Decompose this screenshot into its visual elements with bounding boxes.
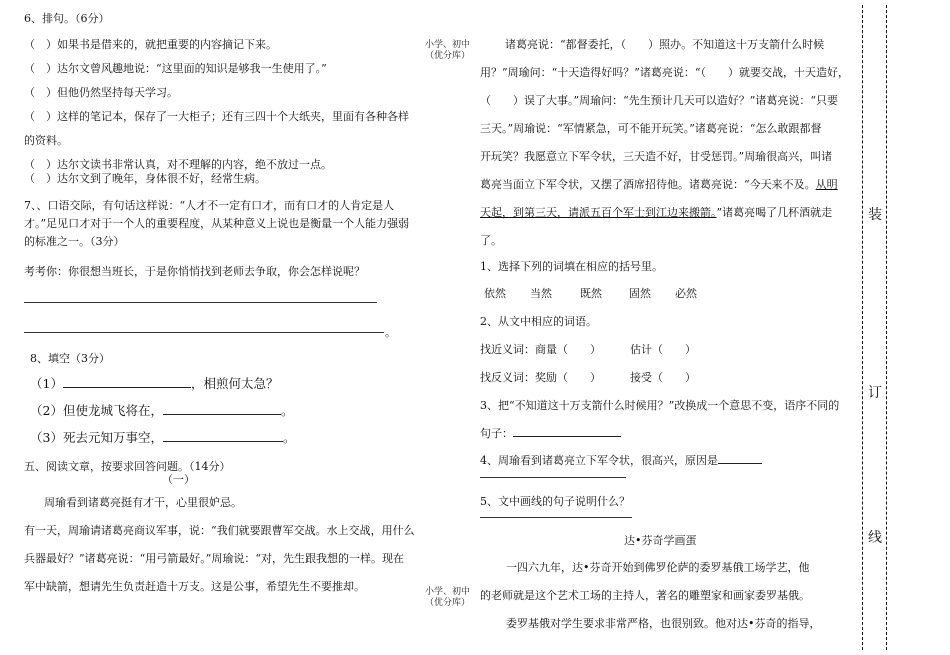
q6-item-1: （ ）如果书是借来的，就把重要的内容摘记下来。 bbox=[24, 38, 277, 51]
q8-item-2-prefix: （2）但使龙城飞将在， bbox=[30, 403, 163, 418]
q8-blank-1[interactable] bbox=[63, 377, 191, 388]
q8-item-1-suffix: ，相煎何太急？ bbox=[190, 376, 279, 391]
story-line-3: 委罗基俄对学生要求非常严格，也很别致。他对达•芬奇的指导， bbox=[506, 617, 821, 630]
q8-item-1-prefix: （1） bbox=[30, 376, 63, 391]
margin-note-bottom-line-2: （优分库） bbox=[425, 598, 471, 608]
q6-item-4: （ ）这样的笔记本，保存了一大柜子；还有三四十个大纸夹，里面有各种各样 bbox=[24, 110, 409, 123]
rq4-text: 4、周瑜看到诸葛亮立下军令状，很高兴，原因是 bbox=[480, 454, 718, 467]
rq1: 1、选择下列的词填在相应的括号里。 bbox=[480, 260, 663, 273]
binding-dashed-line-left bbox=[862, 5, 863, 650]
q8-item-2-suffix: 。 bbox=[280, 403, 294, 418]
rq4 bbox=[480, 452, 762, 468]
margin-note-top bbox=[425, 40, 470, 62]
q7-answer-line-1[interactable] bbox=[24, 302, 377, 303]
story-title: 达•芬奇学画蛋 bbox=[624, 534, 697, 547]
q8-item-3-suffix: 。 bbox=[282, 430, 296, 445]
word-choice-4: 固然 bbox=[629, 287, 651, 300]
rq4-blank[interactable] bbox=[718, 453, 762, 464]
synonym-row-1: 找近义词：商量（ ） bbox=[480, 343, 601, 356]
synonym-row-2: 估计（ ） bbox=[630, 343, 696, 356]
passage-right-line-2: 用？”周瑜问：“十天造得好吗？”诸葛亮说：“（ ）就要交战，十天造好， bbox=[480, 66, 849, 79]
passage-right-line-4: 三天。”周瑜说：“军情紧急，可不能开玩笑。”诸葛亮说：“怎么敢跟都督 bbox=[480, 122, 822, 135]
q8-item-3-prefix: （3）死去元知万事空， bbox=[30, 430, 163, 445]
passage-left-line-1: 周瑜看到诸葛亮挺有才干，心里很妒忌。 bbox=[44, 496, 242, 509]
passage-right-line-5: 开玩笑？我愿意立下军令状，三天造不好，甘受惩罚。”周瑜很高兴，叫诸 bbox=[480, 150, 833, 163]
passage-left-line-4: 军中缺箭，想请先生负责赶造十万支。这是公事，希望先生不要推却。 bbox=[24, 580, 365, 593]
section-5-title: 五、阅读文章，按要求回答问题。（14分） bbox=[24, 460, 231, 473]
passage-right-line-7 bbox=[480, 204, 832, 220]
q8-item-1 bbox=[30, 374, 278, 392]
word-choice-5: 必然 bbox=[675, 287, 697, 300]
underlined-sentence: 天起，到第三天，请派五百个军士到江边来搬箭。 bbox=[480, 206, 717, 219]
word-choice-2: 当然 bbox=[530, 287, 552, 300]
margin-note-bottom bbox=[425, 587, 470, 609]
binding-char-zhuang: 装 bbox=[868, 207, 882, 223]
binding-char-xian: 线 bbox=[868, 530, 882, 546]
q8-item-2 bbox=[30, 401, 293, 419]
underlined-sentence-start: 从明 bbox=[815, 178, 838, 191]
margin-note-top-line-2: （优分库） bbox=[425, 51, 471, 61]
rq4-answer-line[interactable] bbox=[480, 477, 626, 478]
binding-char-ding: 订 bbox=[868, 385, 882, 401]
section-5-subtitle: （一） bbox=[162, 473, 195, 486]
passage-right-line-6 bbox=[480, 176, 838, 192]
passage-right-line-1: 诸葛亮说：“都督委托，（ ）照办。不知道这十万支箭什么时候 bbox=[505, 38, 825, 51]
passage-left-line-2: 有一天，周瑜请诸葛亮商议军事，说：“我们就要跟曹军交战。水上交战，用什么 bbox=[24, 524, 415, 537]
q6-title: 6、排句。（6分） bbox=[24, 12, 110, 25]
antonym-row-1: 找反义词：奖励（ ） bbox=[480, 371, 601, 384]
binding-dashed-line-right bbox=[886, 5, 887, 650]
rq3-answer-blank[interactable] bbox=[513, 426, 621, 437]
q6-item-2: （ ）达尔文曾风趣地说：“这里面的知识是够我一生使用了。” bbox=[24, 62, 327, 75]
q8-item-3 bbox=[30, 428, 295, 446]
q8-blank-2[interactable] bbox=[163, 404, 281, 415]
q6-item-6: （ ）达尔文到了晚年，身体很不好，经常生病。 bbox=[24, 172, 266, 185]
q7-line-2: 才。”足见口才对于一个人的重要程度，从某种意义上说也是衡量一个人能力强弱 bbox=[24, 217, 410, 230]
margin-note-top-line-1: 小学、初中 bbox=[425, 40, 471, 50]
q6-item-3: （ ）但他仍然坚持每天学习。 bbox=[24, 86, 178, 99]
passage-right-line-3: （ ）误了大事。”周瑜问：“先生预计几天可以造好？”诸葛亮说：“只要 bbox=[480, 94, 838, 107]
rq5: 5、文中画线的句子说明什么？ bbox=[480, 495, 630, 508]
rq3: 3、把“不知道这十万支箭什么时候用？”改换成一个意思不变，语序不同的 bbox=[480, 399, 840, 412]
q6-item-5: （ ）达尔文读书非常认真，对不理解的内容，绝不放过一点。 bbox=[24, 158, 332, 171]
q7-line-3: 的标准之一。（3分） bbox=[24, 235, 125, 248]
q7-prompt: 考考你：你很想当班长，于是你悄悄找到老师去争取，你会怎样说呢？ bbox=[24, 265, 365, 278]
story-line-1: 一四六九年，达•芬奇开始到佛罗伦萨的委罗基俄工场学艺，他 bbox=[506, 561, 810, 574]
rq5-answer-line[interactable] bbox=[480, 517, 632, 518]
q8-title: 8、填空（3分） bbox=[30, 352, 110, 365]
after-underline-text: ”诸葛亮喝了几杯酒就走 bbox=[716, 206, 833, 219]
word-choice-1: 依然 bbox=[484, 287, 506, 300]
q7-end-mark: 。 bbox=[385, 326, 396, 339]
antonym-row-2: 接受（ ） bbox=[630, 371, 696, 384]
rq2: 2、从文中相应的词语。 bbox=[480, 315, 597, 328]
passage-left-line-3: 兵器最好？”诸葛亮说：“用弓箭最好。”周瑜说：“对，先生跟我想的一样。现在 bbox=[24, 552, 404, 565]
q7-line-1: 7、、口语交际，有句话这样说：“人才不一定有口才，而有口才的人肯定是人 bbox=[24, 199, 395, 212]
story-line-2: 的老师就是这个艺术工场的主持人，著名的雕塑家和画家委罗基俄。 bbox=[480, 589, 810, 602]
passage-right-line-6-text: 葛亮当面立下军令状，又摆了酒席招待他。诸葛亮说：“今天来不及。 bbox=[480, 178, 816, 191]
rq3-answer bbox=[480, 425, 621, 441]
q7-answer-line-2[interactable] bbox=[24, 332, 384, 333]
q6-item-4-cont: 的资料。 bbox=[24, 134, 68, 147]
margin-note-bottom-line-1: 小学、初中 bbox=[425, 587, 471, 597]
q8-blank-3[interactable] bbox=[163, 431, 283, 442]
rq3-answer-label: 句子： bbox=[480, 427, 513, 440]
passage-right-line-8: 了。 bbox=[480, 234, 502, 247]
word-choice-3: 既然 bbox=[580, 287, 602, 300]
